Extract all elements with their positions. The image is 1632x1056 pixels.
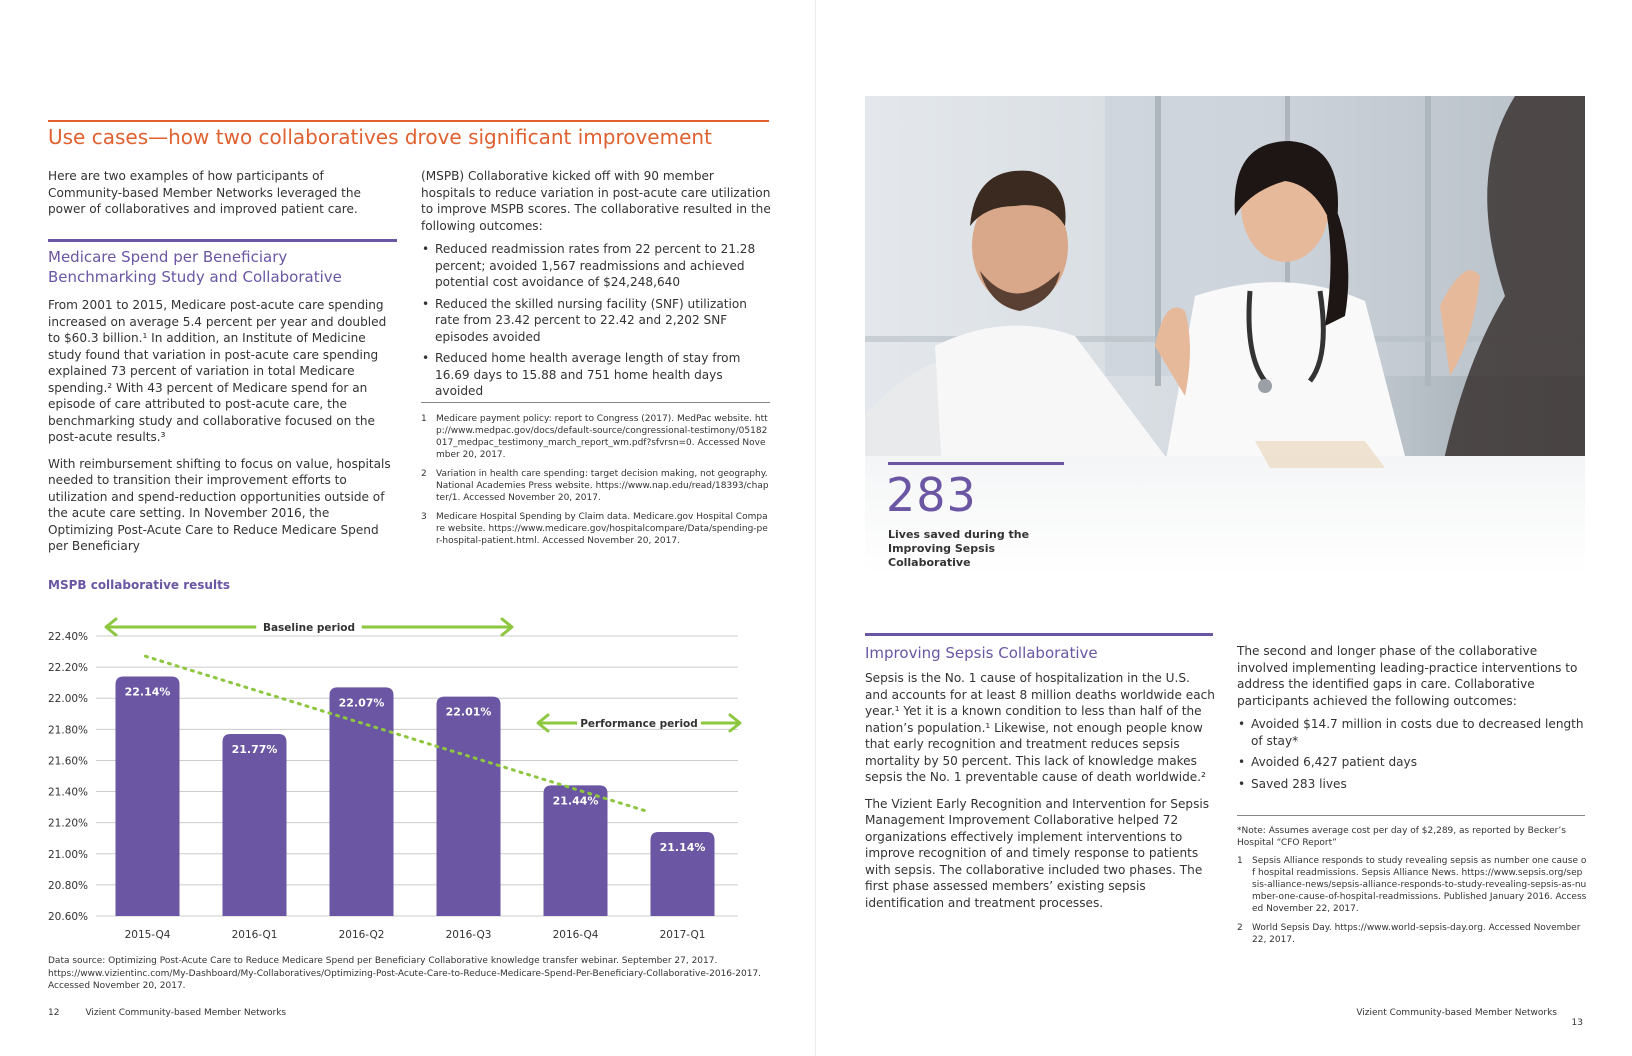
bar-value-label: 22.07% <box>338 696 385 710</box>
mspb-body-continued <box>421 168 771 405</box>
bar-value-label: 21.14% <box>659 841 706 854</box>
y-tick-label: 21.00% <box>48 848 89 861</box>
bar-value-label: 22.01% <box>445 705 492 719</box>
section-rule <box>865 633 1213 636</box>
footnote-text: Medicare Hospital Spending by Claim data. Medicare.gov Hospital Compare website. https://www.medicare.gov/hospitalcompare/Data/spending-per-hospital-patient.html. Accessed November 20, 2017. <box>436 512 768 546</box>
section-rule <box>48 239 397 242</box>
mspb-paragraph-2: With reimbursement shifting to focus on value, hospitals needed to transition their improvement efforts to utilization and spend-reduction opportunities outside of the acute care setting. In November 2016, the Optimizing Post-Acute Care to Reduce Medicare Spend per Beneficiary <box>48 456 391 553</box>
y-tick-label: 21.40% <box>48 786 89 799</box>
bar <box>116 676 180 916</box>
footnotes-right <box>1237 855 1587 953</box>
section-title-mspb: Medicare Spend per Beneficiary Benchmarking Study and Collaborative <box>48 248 342 286</box>
performance-arrow-label: Performance period <box>580 718 698 730</box>
footer-left <box>48 1008 286 1018</box>
y-tick-label: 20.80% <box>48 879 89 892</box>
footnote-text: Medicare payment policy: report to Congress (2017). MedPac website. http://www.medpac.gov/docs/default-source/congressional-testimony/05182017_medpac_testimony_march_report_wm.pdf?sfvrsn=0. Accessed November 20, 2017. <box>436 414 768 460</box>
sepsis-outcomes-list <box>1237 716 1587 792</box>
intro-paragraph: Here are two examples of how participants of Community-based Member Networks leveraged the power of collaboratives and improved patient care. <box>48 169 361 216</box>
y-tick-label: 22.40% <box>48 631 89 643</box>
footnote-text: World Sepsis Day. https://www.world-sepsis-day.org. Accessed November 22, 2017. <box>1252 923 1581 945</box>
footnote-rule <box>1237 815 1585 816</box>
sepsis-body <box>865 670 1215 921</box>
stat-rule <box>888 462 1064 465</box>
list-item: • Saved 283 lives <box>1237 776 1587 793</box>
bar-value-label: 21.44% <box>552 794 599 808</box>
page-number: 12 <box>48 1008 60 1018</box>
list-item: • Reduced home health average length of stay from 16.69 days to 15.88 and 751 home health days avoided <box>421 350 771 400</box>
baseline-arrow-label: Baseline period <box>262 622 356 634</box>
footnotes-left <box>421 413 771 554</box>
bar-value-label: 22.14% <box>124 685 171 699</box>
footnote-number: 2 <box>421 469 427 479</box>
x-tick-label: 2016-Q3 <box>445 929 492 941</box>
sepsis-body-continued <box>1237 643 1587 797</box>
page-number: 13 <box>1571 1018 1583 1028</box>
page-title: Use cases—how two collaboratives drove significant improvement <box>48 125 712 149</box>
x-tick-label: 2016-Q1 <box>231 929 278 941</box>
footnote <box>421 413 771 461</box>
footnote-number: 3 <box>421 512 427 522</box>
footer-text: Vizient Community-based Member Networks <box>85 1008 287 1018</box>
y-tick-label: 21.60% <box>48 755 89 768</box>
chart-title: MSPB collaborative results <box>48 578 230 592</box>
list-item: • Reduced readmission rates from 22 percent to 21.28 percent; avoided 1,567 readmissions and achieved potential cost avoidance of $24,248,640 <box>421 241 771 291</box>
footnote <box>421 511 771 547</box>
title-rule <box>48 120 769 122</box>
mspb-body <box>48 297 398 565</box>
footnote-number: 2 <box>1237 923 1243 933</box>
footnote-number: 1 <box>1237 856 1243 866</box>
trend-line <box>146 656 649 812</box>
y-tick-label: 22.00% <box>48 693 89 706</box>
page-gutter <box>815 0 816 1056</box>
sepsis-paragraph-1: Sepsis is the No. 1 cause of hospitalization in the U.S. and accounts for at least 8 million deaths worldwide each year.¹ Yet it is a known condition to less than half of the nation’s population.¹ Likewise, not enough people know that early recognition and treatment reduces sepsis mortality by 50 percent. This lack of knowledge makes sepsis the No. 1 preventable cause of death worldwide.² <box>865 671 1215 784</box>
section-title-sepsis: Improving Sepsis Collaborative <box>865 644 1098 662</box>
chart-source: Data source: Optimizing Post-Acute Care to Reduce Medicare Spend per Beneficiary Collaborative knowledge transfer webinar. September 27, 2017. https://www.vizientinc.com/My-Dashboard/My-Collaboratives/Optimizing-Post-Acute-Care-to-Reduce-Medicare-Spend-Per-Beneficiary-Collaborative-2016-2017. Accessed November 20, 2017. <box>48 956 762 991</box>
x-tick-label: 2017-Q1 <box>659 929 706 941</box>
x-tick-label: 2016-Q2 <box>338 929 385 941</box>
y-tick-label: 22.20% <box>48 662 89 675</box>
y-tick-label: 21.80% <box>48 724 89 737</box>
bar <box>437 697 501 916</box>
footnote <box>1237 855 1587 915</box>
footnote <box>1237 922 1587 946</box>
footnote-number: 1 <box>421 414 427 424</box>
sepsis-paragraph-3: The second and longer phase of the collaborative involved implementing leading-practice interventions to address the identified gaps in care. Collaborative participants achieved the following outcomes: <box>1237 644 1578 708</box>
stat-number: 283 <box>886 468 977 522</box>
mspb-bar-chart <box>0 600 780 945</box>
mspb-paragraph-1: From 2001 to 2015, Medicare post-acute care spending increased on average 5.4 percent per year and doubled to $60.3 billion.¹ In addition, an Institute of Medicine study found that variation in post-acute care spending explained 73 percent of variation in total Medicare spending.² With 43 percent of Medicare spend for an episode of care attributed to post-acute care, the benchmarking study and collaborative focused on the post-acute results.³ <box>48 298 387 444</box>
footnote <box>421 468 771 504</box>
footnote-text: Sepsis Alliance responds to study revealing sepsis as number one cause of hospital readmissions. Sepsis Alliance News. https://www.sepsis.org/sepsis-alliance-news/sepsis-alliance-responds-to-study-revealing-sepsis-as-number-one-cause-of-hospital-readmissions. Published January 2016. Accessed November 22, 2017. <box>1252 856 1587 914</box>
footnote-text: Variation in health care spending: target decision making, not geography. National Academies Press website. https://www.nap.edu/read/18393/chapter/1. Accessed November 20, 2017. <box>436 469 769 503</box>
mspb-paragraph-3: (MSPB) Collaborative kicked off with 90 member hospitals to reduce variation in post-acute care utilization to improve MSPB scores. The collaborative resulted in the following outcomes: <box>421 169 771 233</box>
y-tick-label: 20.60% <box>48 911 89 923</box>
footer-text: Vizient Community-based Member Networks <box>1356 1008 1557 1018</box>
list-item: • Reduced the skilled nursing facility (SNF) utilization rate from 23.42 percent to 22.42 and 2,202 SNF episodes avoided <box>421 296 771 346</box>
x-tick-label: 2016-Q4 <box>552 929 599 941</box>
x-tick-label: 2015-Q4 <box>124 929 171 941</box>
list-item: • Avoided 6,427 patient days <box>1237 754 1587 771</box>
bar-value-label: 21.77% <box>231 743 278 756</box>
footnote-rule <box>421 402 770 403</box>
cost-note: *Note: Assumes average cost per day of $2,289, as reported by Becker’s Hospital “CFO Report” <box>1237 826 1566 848</box>
list-item: • Avoided $14.7 million in costs due to decreased length of stay* <box>1237 716 1587 749</box>
y-tick-label: 21.20% <box>48 817 89 830</box>
stat-label: Lives saved during the Improving Sepsis Collaborative <box>888 528 1030 569</box>
sepsis-paragraph-2: The Vizient Early Recognition and Intervention for Sepsis Management Improvement Collaborative helped 72 organizations effectively implement interventions to improve recognition of and timely response to patients with sepsis. The collaborative included two phases. The first phase assessed members’ existing sepsis identification and treatment processes. <box>865 796 1210 910</box>
mspb-outcomes-list <box>421 241 771 400</box>
footer-right <box>1350 1008 1583 1028</box>
bar <box>223 734 287 916</box>
